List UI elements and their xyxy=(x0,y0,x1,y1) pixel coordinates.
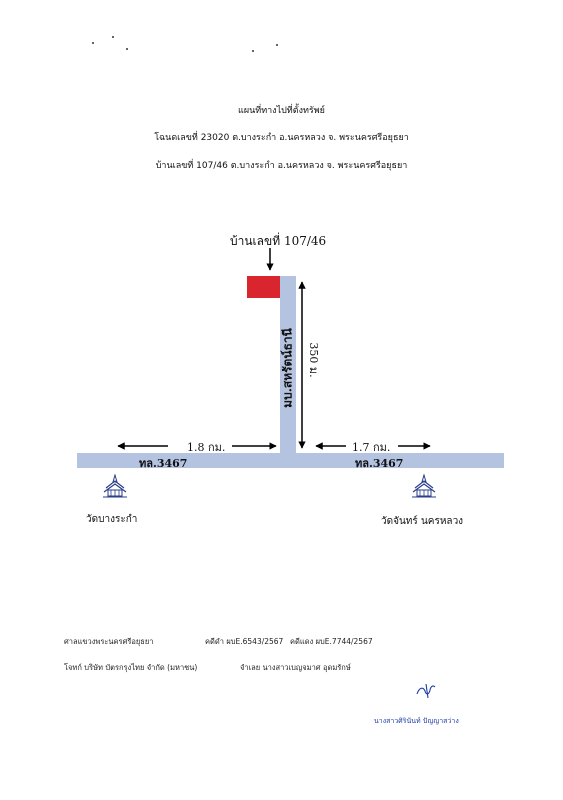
right-distance-label: 1.7 กม. xyxy=(352,441,391,454)
defendant: จำเลย นางสาวเบญจมาศ อุดมรักษ์ xyxy=(240,663,351,672)
deed-line: โฉนดเลขที่ 23020 ต.บางระกำ อ.นครหลวง จ. พระนครศรีอยุธยา xyxy=(154,133,409,143)
side-distance-label: 350 ม. xyxy=(307,342,320,378)
scan-speck xyxy=(126,48,128,50)
scan-speck xyxy=(252,50,254,52)
address-line: บ้านเลขที่ 107/46 ต.บางระกำ อ.นครหลวง จ. พระนครศรีอยุธยา xyxy=(155,161,408,171)
signature-mark xyxy=(414,682,438,700)
signer-name: นางสาวศิรินันท์ ปัญญาสว่าง xyxy=(374,717,459,725)
side-road-label: มบ.สหรัตน์ธานี xyxy=(280,328,295,408)
scan-speck xyxy=(276,44,278,46)
plaintiff: โจทก์ บริษัท บัตรกรุงไทย จำกัด (มหาชน) xyxy=(64,663,198,672)
main-road-label-left: ทล.3467 xyxy=(139,457,188,470)
page-title: แผนที่ทางไปที่ตั้งทรัพย์ xyxy=(238,106,325,116)
house-label: บ้านเลขที่ 107/46 xyxy=(230,234,327,248)
black-case-number: คดีดำ ผบE.6543/2567 xyxy=(205,637,284,646)
red-case-number: คดีแดง ผบE.7744/2567 xyxy=(290,637,373,646)
temple-icon xyxy=(410,474,438,498)
left-distance-label: 1.8 กม. xyxy=(187,441,226,454)
temple-right-label: วัดจันทร์ นครหลวง xyxy=(381,516,464,527)
temple-left-label: วัดบางระกำ xyxy=(86,514,138,525)
temple-icon xyxy=(101,474,129,498)
main-road-label-right: ทล.3467 xyxy=(355,457,404,470)
court-name: ศาลแขวงพระนครศรีอยุธยา xyxy=(64,637,154,646)
scan-speck xyxy=(112,36,114,38)
house-marker xyxy=(247,276,280,298)
scan-speck xyxy=(92,42,94,44)
